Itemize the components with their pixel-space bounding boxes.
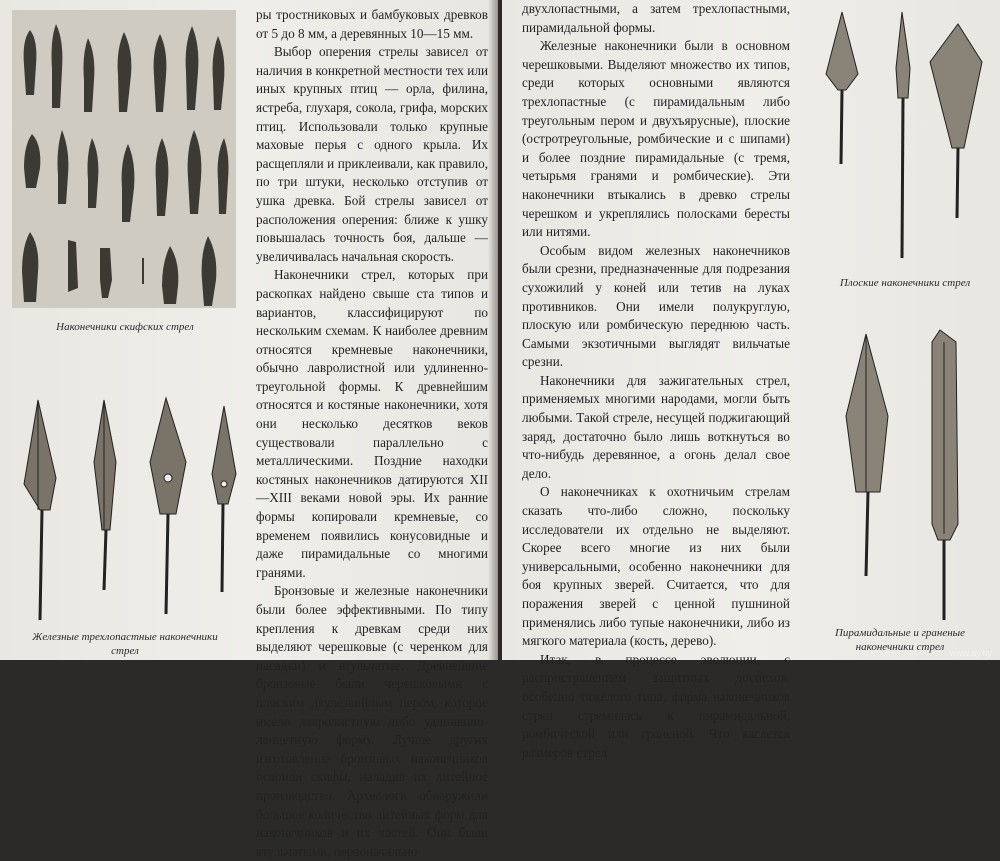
paragraph: Итак, в процессе эволюции, с распространением защитных доспехов, особенно тяжелого типа, форма наконечников стрел стремилась к пирамидальной, ромбической или граненой. Что касается размеров стрел xyxy=(522,651,790,760)
caption-pyramidal: Пирамидальные и граненые наконечники стрел xyxy=(834,627,966,653)
left-page-text xyxy=(256,6,488,861)
paragraph: двухлопастными, а затем трехлопастными, пирамидальной формы. xyxy=(522,1,790,35)
paragraph: Наконечники для зажигательных стрел, применяемых многими народами, могли быть любыми. Такой стреле, несущей поджигающий заряд, достаточно было лишь воткнуться во что-нибудь деревянное, а огонь делал свое дело. xyxy=(522,372,790,481)
right-page-text xyxy=(522,0,790,762)
paragraph: Особым видом железных наконечников были срезни, предназначенные для подрезания сухожилий у коней или тетив на луках противников. Они имели полукруглую, плоскую или ромбическую переднюю часть. Самыми экзотичными выглядят вильчатые срезни. xyxy=(522,242,790,370)
left-page xyxy=(0,0,498,859)
watermark: www.ay.by xyxy=(949,648,992,658)
paragraph: Наконечники стрел, которых при раскопках найдено свыше ста типов и вариантов, классифицируют по нескольким схемам. К наиболее древним относятся кремневые наконечники, обычно лавролистной или удлиненно-треугольной формы. К древнейшим относятся и костяные наконечники, хотя они несколько десятков веков существовали параллельно с металлическими. Поздние находки костяных наконечников датируются XII—XIII веками новой эры. Их ранние формы копировали кремневые, со временем появились конусовидные и даже пирамидальные со многими гранями. xyxy=(256,267,488,580)
paragraph: О наконечниках к охотничьим стрелам сказать что-либо сложно, поскольку исследователи их отдельно не выделяют. Скорее всего многие из них были универсальными, особенно наконечники для боя крупных зверей. Считается, что для поражения зверей с ценной пушниной применялись либо тупые наконечники, либо из мягкого материала (кость, дерево). xyxy=(522,484,790,649)
caption-iron-three-blade: Железные трехлопастные наконечники стрел xyxy=(32,631,218,657)
caption-scythian: Наконечники скифских стрел xyxy=(56,321,194,333)
paragraph: Выбор оперения стрелы зависел от наличия в конкретной местности тех или иных крупных птиц — орла, филина, ястреба, глухаря, сокола, грифа, морских птиц. Использовали только крупные маховые перья с одного крыла. Их расщепляли и приклеивали, как правило, по три штуки, несколько отступив от ушка древка. Бой стрелы зависел от расположения оперения: ближе к ушку повышалась точность боя, дальше — увеличивалась начальная скорость. xyxy=(256,44,488,264)
paragraph: ры тростниковых и бамбуковых древков от 5 до 8 мм, а деревянных 10—15 мм. xyxy=(256,7,488,41)
paragraph: Бронзовые и железные наконечники были более эффективными. По типу крепления к древкам среди них выделяют черешковые (с черенком для насадки) и втульчатые. Древнейшие бронзовые были черешковыми с плоским двулезвийным пером, которое имело лавролистную либо удлиненно-ланцетную форму. Лучше других изготовление бронзовых наконечников освоили скифы, наладив их литейное производство. Археологи обнаружили большое количество литейных форм для наконечников и их частей. Они были втульчатыми, первоначально xyxy=(256,583,488,859)
paragraph: Железные наконечники были в основном черешковыми. Выделяют множество их типов, среди которых основными являются трехлопастные (с пирамидальным либо треугольным пером и двухъярусные), плоские (остротреугольные, ромбические и с шипами) и более поздние пирамидальные (с тремя, четырьмя гранями и ромбические). Эти наконечники втыкались в древко стрелы черешком и укреплялись полосками бересты или нитями. xyxy=(522,38,790,240)
flat-arrowheads-drawing xyxy=(812,8,992,270)
caption-flat: Плоские наконечники стрел xyxy=(839,277,971,289)
scythian-arrowheads-photo xyxy=(12,10,236,308)
pyramidal-arrowheads-drawing xyxy=(830,324,980,624)
iron-three-blade-arrowheads-drawing xyxy=(10,392,240,627)
